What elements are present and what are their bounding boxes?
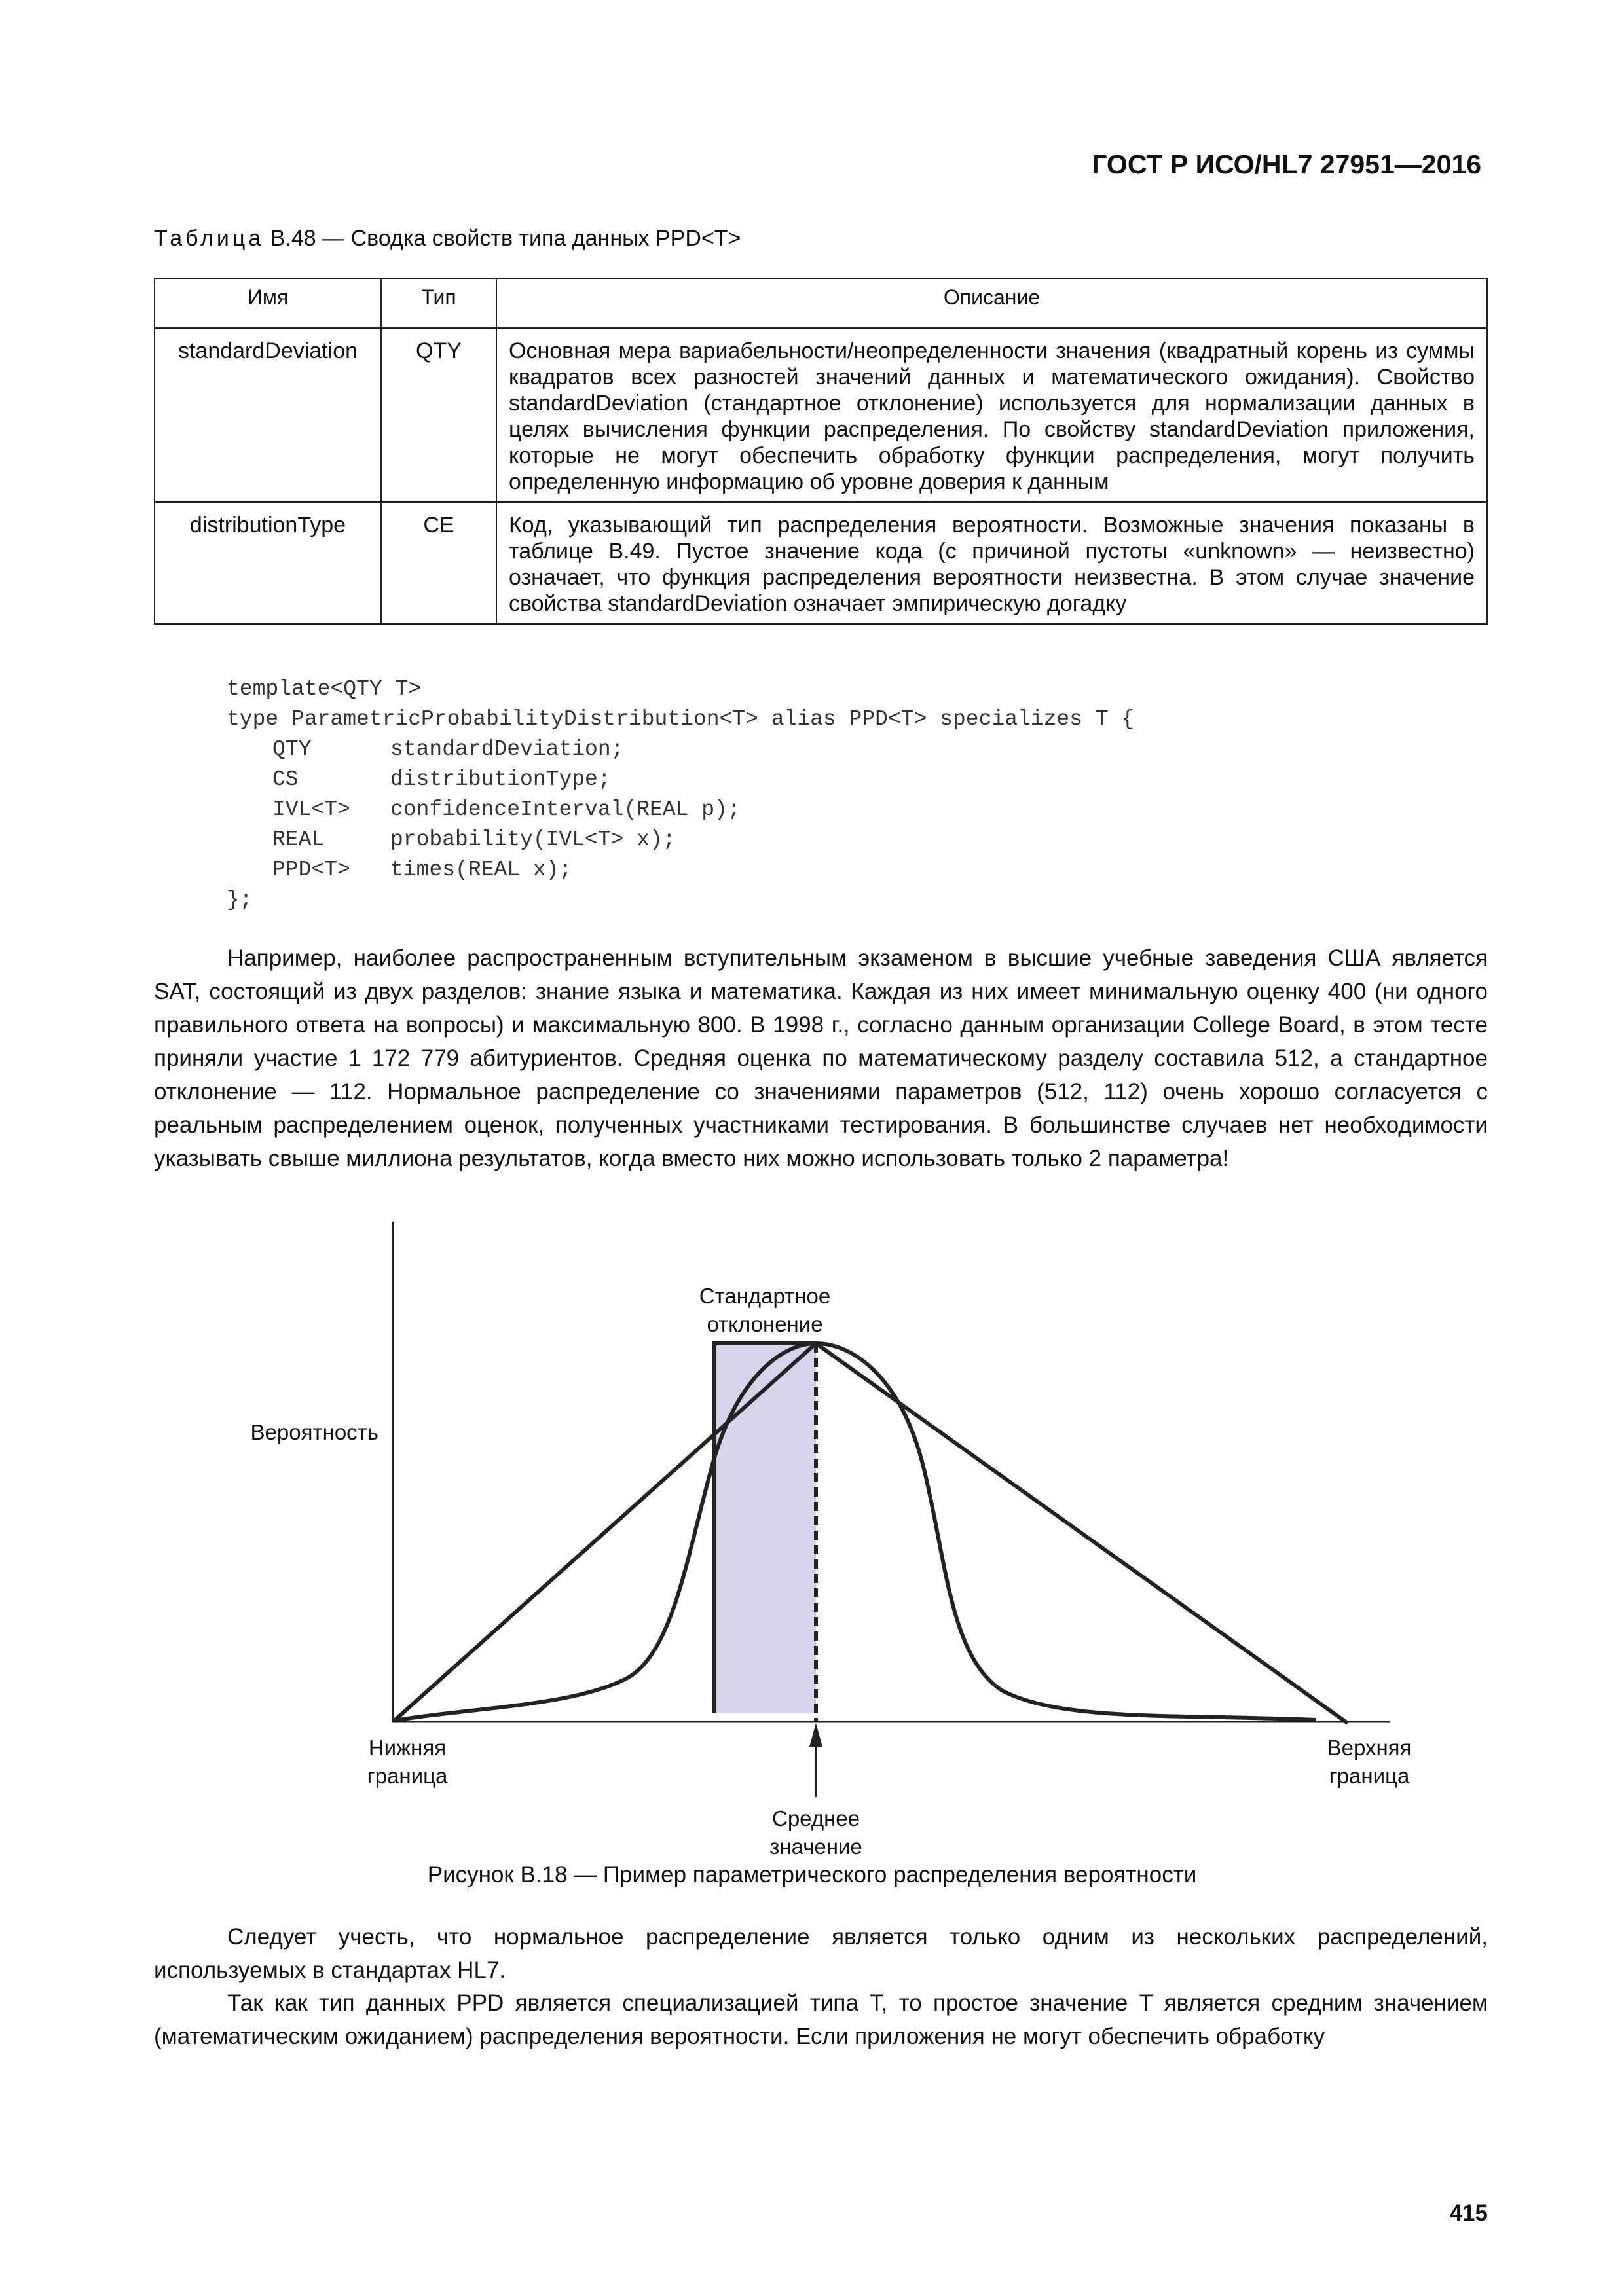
- std-label-line1: Стандартное: [699, 1284, 831, 1308]
- cell-description: Основная мера вариабельности/неопределенности значения (квадратный корень из суммы квадратов всех разностей значений данных и математического ожидания). Свойство standardDeviation (стандартное отклонение) используется для нормализации данных в целях вычисления функции распределения. По свойству standardDeviation приложения, которые не могут обеспечить обработку функции распределения, могут получить определенную информацию об уровне доверия к данным: [496, 328, 1487, 502]
- code-member-decl: times(REAL x);: [390, 858, 572, 882]
- triangular-distribution-curve: [393, 1343, 1348, 1723]
- cell-name: distributionType: [155, 502, 381, 624]
- paragraph-note: [154, 1920, 1488, 1987]
- table-caption-text: В.48 — Сводка свойств типа данных PPD<T>: [264, 226, 741, 251]
- code-member-decl: confidenceInterval(REAL p);: [390, 797, 741, 822]
- paragraph-note-text: Следует учесть, что нормальное распределение является только одним из нескольких распределений, используемых в стандартах HL7.: [154, 1924, 1488, 1983]
- mean-label-line2: значение: [769, 1834, 862, 1859]
- figure-caption: Рисунок В.18 — Пример параметрического распределения вероятности: [427, 1862, 1197, 1887]
- paragraph-example-text: Например, наиболее распространенным вступительным экзаменом в высшие учебные заведения США является SAT, состоящий из двух разделов: знание языка и математика. Каждая из них имеет минимальную оценку 400 (ни одного правильного ответа на вопросы) и максимальную 800. В 1998 г., согласно данным организации College Board, в этом тесте приняли участие 1 172 779 абитуриентов. Средняя оценка по математическому разделу составила 512, а стандартное отклонение — 112. Нормальное распределение со значениями параметров (512, 112) очень хорошо согласуется с реальным распределением оценок, полученных участниками тестирования. В большинстве случаев нет необходимости указывать свыше миллиона результатов, когда вместо них можно использовать только 2 параметра!: [154, 945, 1488, 1171]
- code-line: };: [227, 888, 253, 912]
- table-caption-label: Таблица: [154, 226, 265, 251]
- cell-description: Код, указывающий тип распределения вероятности. Возможные значения показаны в таблице В.49. Пустое значение кода (с причиной пустоты «unknown» — неизвестно) означает, что функция распределения вероятности неизвестна. В этом случае значение свойства standardDeviation означает эмпирическую догадку: [496, 502, 1487, 624]
- upper-bound-label-line1: Верхняя: [1327, 1736, 1412, 1760]
- cell-type: QTY: [381, 328, 496, 502]
- std-label-line2: отклонение: [707, 1312, 823, 1336]
- code-member-type: CS: [272, 767, 299, 792]
- code-line: template<QTY T>: [227, 677, 422, 701]
- code-member-decl: standardDeviation;: [390, 737, 624, 761]
- code-member-type: REAL: [272, 828, 325, 852]
- cell-name: standardDeviation: [155, 328, 381, 502]
- upper-bound-label-line2: граница: [1329, 1764, 1410, 1788]
- code-member-type: PPD<T>: [272, 858, 350, 882]
- lower-bound-label-line1: Нижняя: [368, 1736, 447, 1760]
- lower-bound-label-line2: граница: [367, 1764, 448, 1788]
- mean-arrow-head: [809, 1723, 822, 1747]
- std-deviation-band: [714, 1343, 816, 1713]
- normal-distribution-curve: [395, 1343, 1316, 1721]
- paragraph-ppd: [154, 1986, 1488, 2053]
- paragraph-ppd-text: Так как тип данных PPD является специализацией типа T, то простое значение T является средним значением (математическим ожиданием) распределения вероятности. Если приложения не могут обеспечить обработку: [154, 1990, 1488, 2049]
- y-axis-label: Вероятность: [250, 1420, 378, 1444]
- cell-type: CE: [381, 502, 496, 624]
- code-line: type ParametricProbabilityDistribution<T> alias PPD<T> specializes T {: [227, 707, 1135, 731]
- standard-header: ГОСТ Р ИСО/HL7 27951—2016: [1092, 149, 1481, 179]
- code-member-type: IVL<T>: [272, 797, 350, 822]
- mean-label-line1: Среднее: [772, 1806, 860, 1831]
- code-member-decl: probability(IVL<T> x);: [390, 828, 676, 852]
- column-header-type: Тип: [381, 278, 496, 328]
- column-header-description: Описание: [496, 278, 1487, 328]
- code-member-decl: distributionType;: [390, 767, 611, 792]
- column-header-name: Имя: [155, 278, 381, 328]
- code-member-type: QTY: [272, 737, 312, 761]
- page-number: 415: [1449, 2200, 1488, 2226]
